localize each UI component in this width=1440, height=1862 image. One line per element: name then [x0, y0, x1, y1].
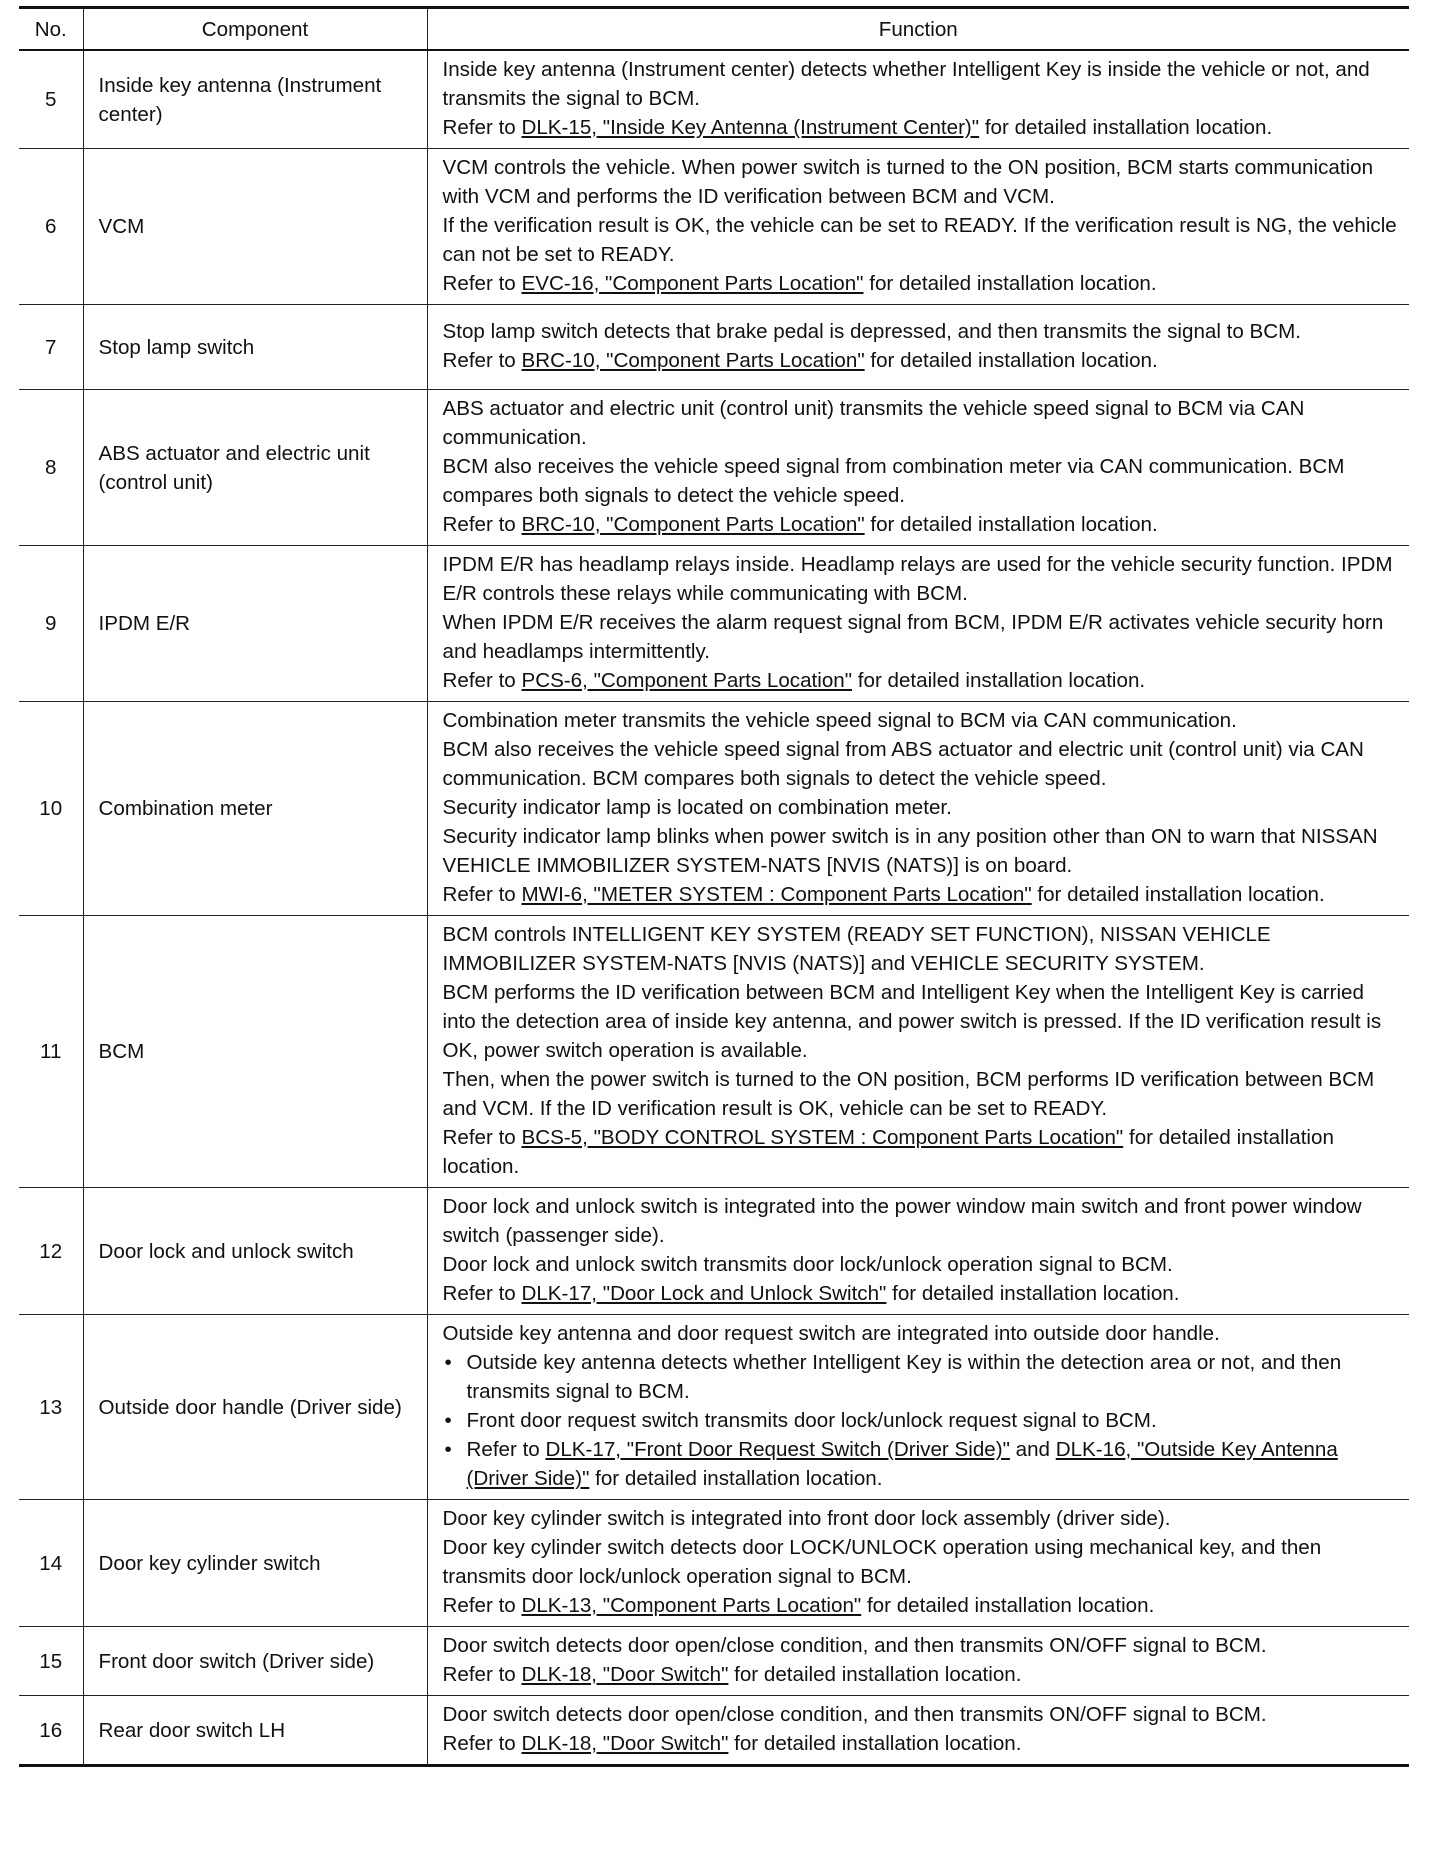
component-name: Stop lamp switch [83, 305, 427, 390]
function-paragraph [443, 735, 1402, 793]
bullet-item [443, 1435, 1402, 1493]
function-text: for detailed installation location. [852, 669, 1146, 692]
function-text: Door lock and unlock switch transmits door lock/unlock operation signal to BCM. [442, 1253, 1173, 1276]
function-paragraph [443, 608, 1402, 666]
function-text: Security indicator lamp blinks when power switch is in any position other than ON to warn that NISSAN VEHICLE IMMOBILIZER SYSTEM-NATS [NVIS (NATS)] is on board. [442, 825, 1378, 877]
function-paragraph [443, 452, 1402, 510]
function-paragraph [443, 394, 1402, 452]
function-text: Stop lamp switch detects that brake pedal is depressed, and then transmits the signal to BCM. [442, 320, 1302, 343]
function-text: Inside key antenna (Instrument center) detects whether Intelligent Key is inside the vehicle or not, and transmits the signal to BCM. [442, 58, 1370, 110]
function-paragraph [443, 55, 1402, 113]
table-row [19, 1500, 1409, 1627]
function-description [427, 1696, 1409, 1766]
function-paragraph [443, 706, 1402, 735]
function-text: Refer to [442, 883, 522, 906]
component-name: Inside key antenna (Instrument center) [83, 50, 427, 149]
component-function-table [19, 6, 1409, 1767]
function-paragraph [443, 113, 1402, 142]
function-description [427, 702, 1409, 916]
function-text: Door lock and unlock switch is integrated into the power window main switch and front power window switch (passenger side). [442, 1195, 1362, 1247]
function-paragraph [443, 1319, 1402, 1348]
reference-link[interactable]: DLK-15, "Inside Key Antenna (Instrument Center)" [521, 116, 980, 139]
function-paragraph [443, 317, 1402, 346]
reference-link[interactable]: DLK-18, "Door Switch" [521, 1663, 729, 1686]
function-text: Refer to [442, 1732, 522, 1755]
function-paragraph [443, 920, 1402, 978]
function-paragraph [443, 1700, 1402, 1729]
component-name: Outside door handle (Driver side) [83, 1315, 427, 1500]
row-number: 6 [19, 149, 83, 305]
function-text: Combination meter transmits the vehicle speed signal to BCM via CAN communication. [442, 709, 1237, 732]
function-text: If the verification result is OK, the vehicle can be set to READY. If the verification result is NG, the vehicle can not be set to READY. [442, 214, 1397, 266]
row-number: 8 [19, 390, 83, 546]
component-name: Front door switch (Driver side) [83, 1627, 427, 1696]
component-name: Door key cylinder switch [83, 1500, 427, 1627]
function-text: for detailed installation location. [864, 513, 1158, 536]
function-text: for detailed installation location. [863, 272, 1157, 295]
function-text: for detailed installation location. [861, 1594, 1155, 1617]
table-row [19, 702, 1409, 916]
function-text: for detailed installation location. [728, 1732, 1022, 1755]
bullet-item [443, 1348, 1402, 1406]
function-description [427, 149, 1409, 305]
function-text: for detailed installation location. [1031, 883, 1325, 906]
table-row [19, 916, 1409, 1188]
function-paragraph [443, 1729, 1402, 1758]
function-text: for detailed installation location. [589, 1467, 883, 1490]
function-text: and [1009, 1438, 1056, 1461]
function-text: Refer to [442, 116, 522, 139]
function-text: When IPDM E/R receives the alarm request signal from BCM, IPDM E/R activates vehicle security horn and headlamps intermittently. [442, 611, 1384, 663]
function-paragraph [443, 153, 1402, 211]
row-number: 14 [19, 1500, 83, 1627]
function-paragraph [443, 793, 1402, 822]
function-paragraph [443, 1660, 1402, 1689]
reference-link[interactable]: BCS-5, "BODY CONTROL SYSTEM : Component Parts Location" [521, 1126, 1124, 1149]
function-text: Refer to [442, 1126, 522, 1149]
function-text: for detailed installation location. [442, 1126, 1334, 1178]
reference-link[interactable]: PCS-6, "Component Parts Location" [521, 669, 853, 692]
component-name: BCM [83, 916, 427, 1188]
function-paragraph [443, 346, 1402, 375]
function-paragraph [443, 1192, 1402, 1250]
row-number: 16 [19, 1696, 83, 1766]
bullet-item [443, 1406, 1402, 1435]
function-text: for detailed installation location. [979, 116, 1273, 139]
function-paragraph [443, 1279, 1402, 1308]
table-row [19, 305, 1409, 390]
function-paragraph [443, 550, 1402, 608]
function-paragraph [443, 822, 1402, 880]
function-description [427, 1188, 1409, 1315]
table-header [19, 8, 1409, 51]
reference-link[interactable]: DLK-17, "Front Door Request Switch (Driver Side)" [545, 1438, 1010, 1461]
function-text: ABS actuator and electric unit (control unit) transmits the vehicle speed signal to BCM via CAN communication. [442, 397, 1305, 449]
reference-link[interactable]: MWI-6, "METER SYSTEM : Component Parts Location" [521, 883, 1032, 906]
function-paragraph [443, 1123, 1402, 1181]
function-paragraph [443, 880, 1402, 909]
function-paragraph [443, 1631, 1402, 1660]
function-text: Refer to [442, 349, 522, 372]
component-name: Door lock and unlock switch [83, 1188, 427, 1315]
function-text: BCM controls INTELLIGENT KEY SYSTEM (READY SET FUNCTION), NISSAN VEHICLE IMMOBILIZER SYSTEM-NATS [NVIS (NATS)] and VEHICLE SECURITY SYSTEM. [442, 923, 1271, 975]
function-paragraph [443, 666, 1402, 695]
function-text: BCM also receives the vehicle speed signal from ABS actuator and electric unit (control unit) via CAN communication. BCM compares both signals to detect the vehicle speed. [442, 738, 1364, 790]
function-description [427, 1500, 1409, 1627]
header-function: Function [427, 8, 1409, 51]
function-text: Refer to [442, 272, 522, 295]
function-text: Door switch detects door open/close condition, and then transmits ON/OFF signal to BCM. [442, 1703, 1267, 1726]
function-paragraph [443, 1250, 1402, 1279]
reference-link[interactable]: DLK-16, "Outside Key Antenna (Driver Side)" [466, 1438, 1338, 1490]
row-number: 9 [19, 546, 83, 702]
header-no: No. [19, 8, 83, 51]
row-number: 10 [19, 702, 83, 916]
function-text: Outside key antenna detects whether Intelligent Key is within the detection area or not, and then transmits signal to BCM. [466, 1351, 1342, 1403]
function-description [427, 916, 1409, 1188]
component-name: Combination meter [83, 702, 427, 916]
function-description [427, 1627, 1409, 1696]
function-paragraph [443, 269, 1402, 298]
header-component: Component [83, 8, 427, 51]
reference-link[interactable]: BRC-10, "Component Parts Location" [521, 349, 865, 372]
row-number: 13 [19, 1315, 83, 1500]
function-text: BCM also receives the vehicle speed signal from combination meter via CAN communication. BCM compares both signals to detect the vehicle speed. [442, 455, 1345, 507]
function-text: Refer to [466, 1438, 546, 1461]
function-text: VCM controls the vehicle. When power switch is turned to the ON position, BCM starts communication with VCM and performs the ID verification between BCM and VCM. [442, 156, 1374, 208]
function-text: Security indicator lamp is located on combination meter. [442, 796, 952, 819]
function-text: Refer to [442, 1282, 522, 1305]
reference-link[interactable]: DLK-13, "Component Parts Location" [521, 1594, 862, 1617]
row-number: 15 [19, 1627, 83, 1696]
table-row [19, 390, 1409, 546]
function-text: Refer to [442, 1594, 522, 1617]
function-description [427, 390, 1409, 546]
table-body [19, 50, 1409, 1766]
function-text: Refer to [442, 669, 522, 692]
row-number: 12 [19, 1188, 83, 1315]
table-row [19, 1696, 1409, 1766]
reference-link[interactable]: DLK-17, "Door Lock and Unlock Switch" [521, 1282, 887, 1305]
reference-link[interactable]: EVC-16, "Component Parts Location" [521, 272, 864, 295]
function-text: Refer to [442, 513, 522, 536]
function-text: BCM performs the ID verification between BCM and Intelligent Key when the Intelligent Key is carried into the detection area of inside key antenna, and power switch is pressed. If the ID verification result is OK, power switch operation is available. [442, 981, 1382, 1062]
function-text: for detailed installation location. [864, 349, 1158, 372]
function-text: Then, when the power switch is turned to the ON position, BCM performs ID verification between BCM and VCM. If the ID verification result is OK, vehicle can be set to READY. [442, 1068, 1375, 1120]
function-text: Refer to [442, 1663, 522, 1686]
table-row [19, 546, 1409, 702]
component-name: Rear door switch LH [83, 1696, 427, 1766]
function-text: Door key cylinder switch detects door LOCK/UNLOCK operation using mechanical key, and then transmits door lock/unlock operation signal to BCM. [442, 1536, 1322, 1588]
function-description [427, 305, 1409, 390]
bullet-list [443, 1348, 1402, 1493]
function-paragraph [443, 211, 1402, 269]
function-text: Door switch detects door open/close condition, and then transmits ON/OFF signal to BCM. [442, 1634, 1267, 1657]
function-paragraph [443, 1504, 1402, 1533]
component-name: VCM [83, 149, 427, 305]
row-number: 5 [19, 50, 83, 149]
function-paragraph [443, 978, 1402, 1065]
table-row [19, 1315, 1409, 1500]
function-paragraph [443, 1591, 1402, 1620]
function-description [427, 50, 1409, 149]
function-text: Outside key antenna and door request switch are integrated into outside door handle. [442, 1322, 1220, 1345]
table-row [19, 1627, 1409, 1696]
function-paragraph [443, 1065, 1402, 1123]
table-row [19, 50, 1409, 149]
function-text: for detailed installation location. [728, 1663, 1022, 1686]
function-paragraph [443, 1533, 1402, 1591]
row-number: 7 [19, 305, 83, 390]
function-description [427, 1315, 1409, 1500]
function-text: Door key cylinder switch is integrated into front door lock assembly (driver side). [442, 1507, 1171, 1530]
table-row [19, 149, 1409, 305]
component-name: IPDM E/R [83, 546, 427, 702]
row-number: 11 [19, 916, 83, 1188]
function-text: Front door request switch transmits door lock/unlock request signal to BCM. [466, 1409, 1157, 1432]
header-row [19, 8, 1409, 51]
reference-link[interactable]: BRC-10, "Component Parts Location" [521, 513, 865, 536]
table-row [19, 1188, 1409, 1315]
reference-link[interactable]: DLK-18, "Door Switch" [521, 1732, 729, 1755]
function-text: IPDM E/R has headlamp relays inside. Headlamp relays are used for the vehicle security function. IPDM E/R controls these relays while communicating with BCM. [442, 553, 1393, 605]
component-name: ABS actuator and electric unit (control unit) [83, 390, 427, 546]
function-text: for detailed installation location. [886, 1282, 1180, 1305]
function-description [427, 546, 1409, 702]
function-paragraph [443, 510, 1402, 539]
